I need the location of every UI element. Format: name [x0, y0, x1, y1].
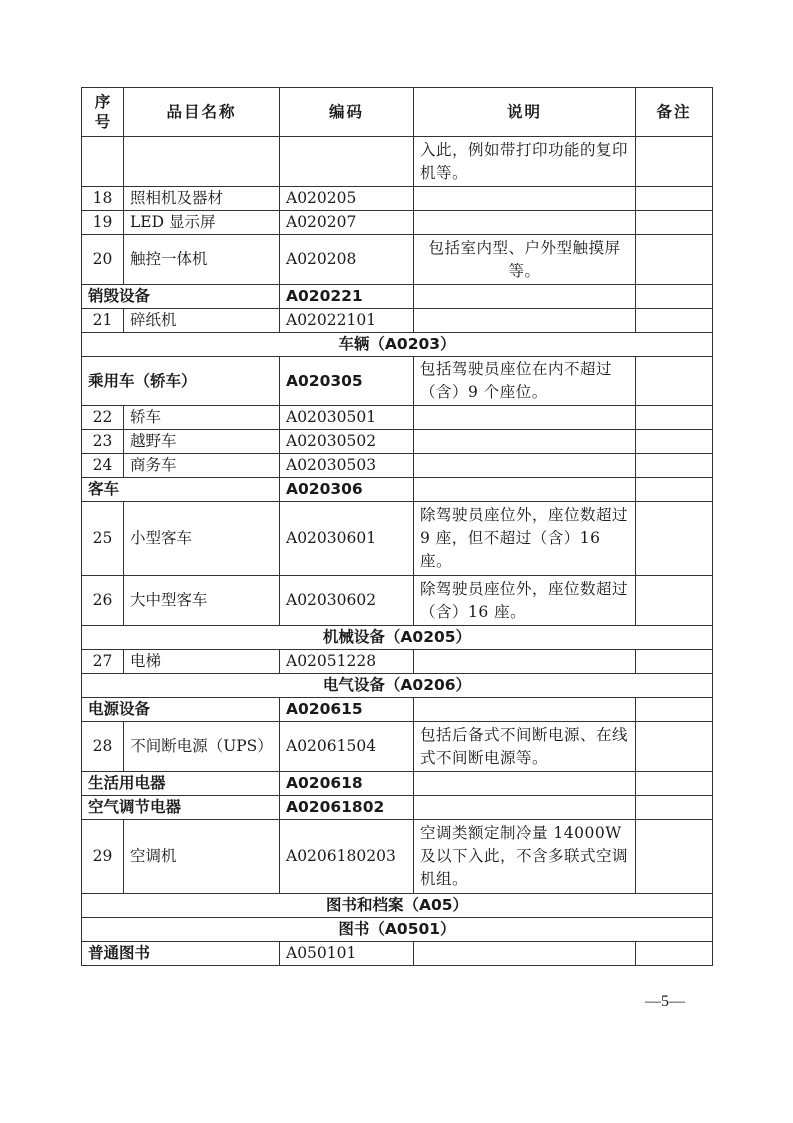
- group-name-cell: 普通图书: [82, 942, 280, 966]
- group-row: [82, 942, 713, 966]
- name-cell: 空调机: [124, 820, 280, 894]
- group-row: [82, 698, 713, 722]
- table-row: [82, 187, 713, 211]
- no-cell: 28: [82, 722, 124, 772]
- name-cell: 越野车: [124, 430, 280, 454]
- desc-cell: 包括驾驶员座位在内不超过（含）9 个座位。: [414, 357, 636, 406]
- name-cell: LED 显示屏: [124, 211, 280, 235]
- group-row: [82, 478, 713, 502]
- table-row: [82, 650, 713, 674]
- section-row: [82, 674, 713, 698]
- name-cell: 照相机及器材: [124, 187, 280, 211]
- table-row: [82, 430, 713, 454]
- name-cell: 碎纸机: [124, 309, 280, 333]
- group-name-cell: 电源设备: [82, 698, 280, 722]
- section-row: [82, 894, 713, 918]
- code-cell: A020207: [280, 211, 414, 235]
- section-title: 机械设备（A0205）: [82, 626, 713, 650]
- name-cell: 大中型客车: [124, 576, 280, 626]
- code-cell: A020208: [280, 235, 414, 285]
- no-cell: 24: [82, 454, 124, 478]
- header-code: 编码: [280, 88, 414, 137]
- group-code-cell: A020305: [280, 357, 414, 406]
- group-code-cell: A02061802: [280, 796, 414, 820]
- group-code-cell: A020618: [280, 772, 414, 796]
- code-cell: A02030501: [280, 406, 414, 430]
- code-cell: A02051228: [280, 650, 414, 674]
- code-cell: A020205: [280, 187, 414, 211]
- table-row: [82, 454, 713, 478]
- desc-cell: 空调类额定制冷量 14000W 及以下入此，不含多联式空调机组。: [414, 820, 636, 894]
- group-code-cell: A020221: [280, 285, 414, 309]
- group-name-cell: 客车: [82, 478, 280, 502]
- name-cell: 轿车: [124, 406, 280, 430]
- table-row: [82, 502, 713, 576]
- name-cell: 商务车: [124, 454, 280, 478]
- table-row: [82, 576, 713, 626]
- code-cell: A02030502: [280, 430, 414, 454]
- no-cell: 18: [82, 187, 124, 211]
- code-cell: A02030601: [280, 502, 414, 576]
- group-name-cell: 销毁设备: [82, 285, 280, 309]
- group-row: [82, 285, 713, 309]
- header-remark: 备注: [636, 88, 713, 137]
- table-row: [82, 309, 713, 333]
- no-cell: 25: [82, 502, 124, 576]
- desc-cell: 包括室内型、户外型触摸屏等。: [414, 235, 636, 285]
- section-row: [82, 333, 713, 357]
- group-row: [82, 772, 713, 796]
- code-cell: A02022101: [280, 309, 414, 333]
- section-title: 图书和档案（A05）: [82, 894, 713, 918]
- name-cell: 触控一体机: [124, 235, 280, 285]
- no-cell: 26: [82, 576, 124, 626]
- table-row: [82, 820, 713, 894]
- name-cell: 小型客车: [124, 502, 280, 576]
- group-row: [82, 357, 713, 406]
- group-code-cell: A020306: [280, 478, 414, 502]
- name-cell: 电梯: [124, 650, 280, 674]
- code-cell: A02030602: [280, 576, 414, 626]
- code-cell: A02061504: [280, 722, 414, 772]
- header-desc: 说明: [414, 88, 636, 137]
- no-cell: 29: [82, 820, 124, 894]
- table-row: [82, 235, 713, 285]
- desc-cell: 包括后备式不间断电源、在线式不间断电源等。: [414, 722, 636, 772]
- procurement-catalog-table: [81, 87, 713, 966]
- no-cell: 22: [82, 406, 124, 430]
- table-row: [82, 406, 713, 430]
- desc-cell: 入此，例如带打印功能的复印机等。: [414, 137, 636, 187]
- group-code-cell: A020615: [280, 698, 414, 722]
- no-cell: 19: [82, 211, 124, 235]
- desc-cell: 除驾驶员座位外，座位数超过（含）16 座。: [414, 576, 636, 626]
- section-title: 电气设备（A0206）: [82, 674, 713, 698]
- no-cell: 23: [82, 430, 124, 454]
- table-row: [82, 137, 713, 187]
- group-name-cell: 空气调节电器: [82, 796, 280, 820]
- section-row: [82, 918, 713, 942]
- section-title: 图书（A0501）: [82, 918, 713, 942]
- table-row: [82, 722, 713, 772]
- table-row: [82, 211, 713, 235]
- table-header-row: [82, 88, 713, 137]
- header-no: 序号: [82, 88, 124, 137]
- header-name: 品目名称: [124, 88, 280, 137]
- page-number: —5—: [645, 993, 685, 1010]
- name-cell: 不间断电源（UPS）: [124, 722, 280, 772]
- group-code-cell: A050101: [280, 942, 414, 966]
- desc-cell: 除驾驶员座位外，座位数超过 9 座，但不超过（含）16 座。: [414, 502, 636, 576]
- no-cell: 27: [82, 650, 124, 674]
- no-cell: 20: [82, 235, 124, 285]
- group-name-cell: 乘用车（轿车）: [82, 357, 280, 406]
- group-row: [82, 796, 713, 820]
- code-cell: A0206180203: [280, 820, 414, 894]
- section-row: [82, 626, 713, 650]
- group-name-cell: 生活用电器: [82, 772, 280, 796]
- section-title: 车辆（A0203）: [82, 333, 713, 357]
- no-cell: 21: [82, 309, 124, 333]
- code-cell: A02030503: [280, 454, 414, 478]
